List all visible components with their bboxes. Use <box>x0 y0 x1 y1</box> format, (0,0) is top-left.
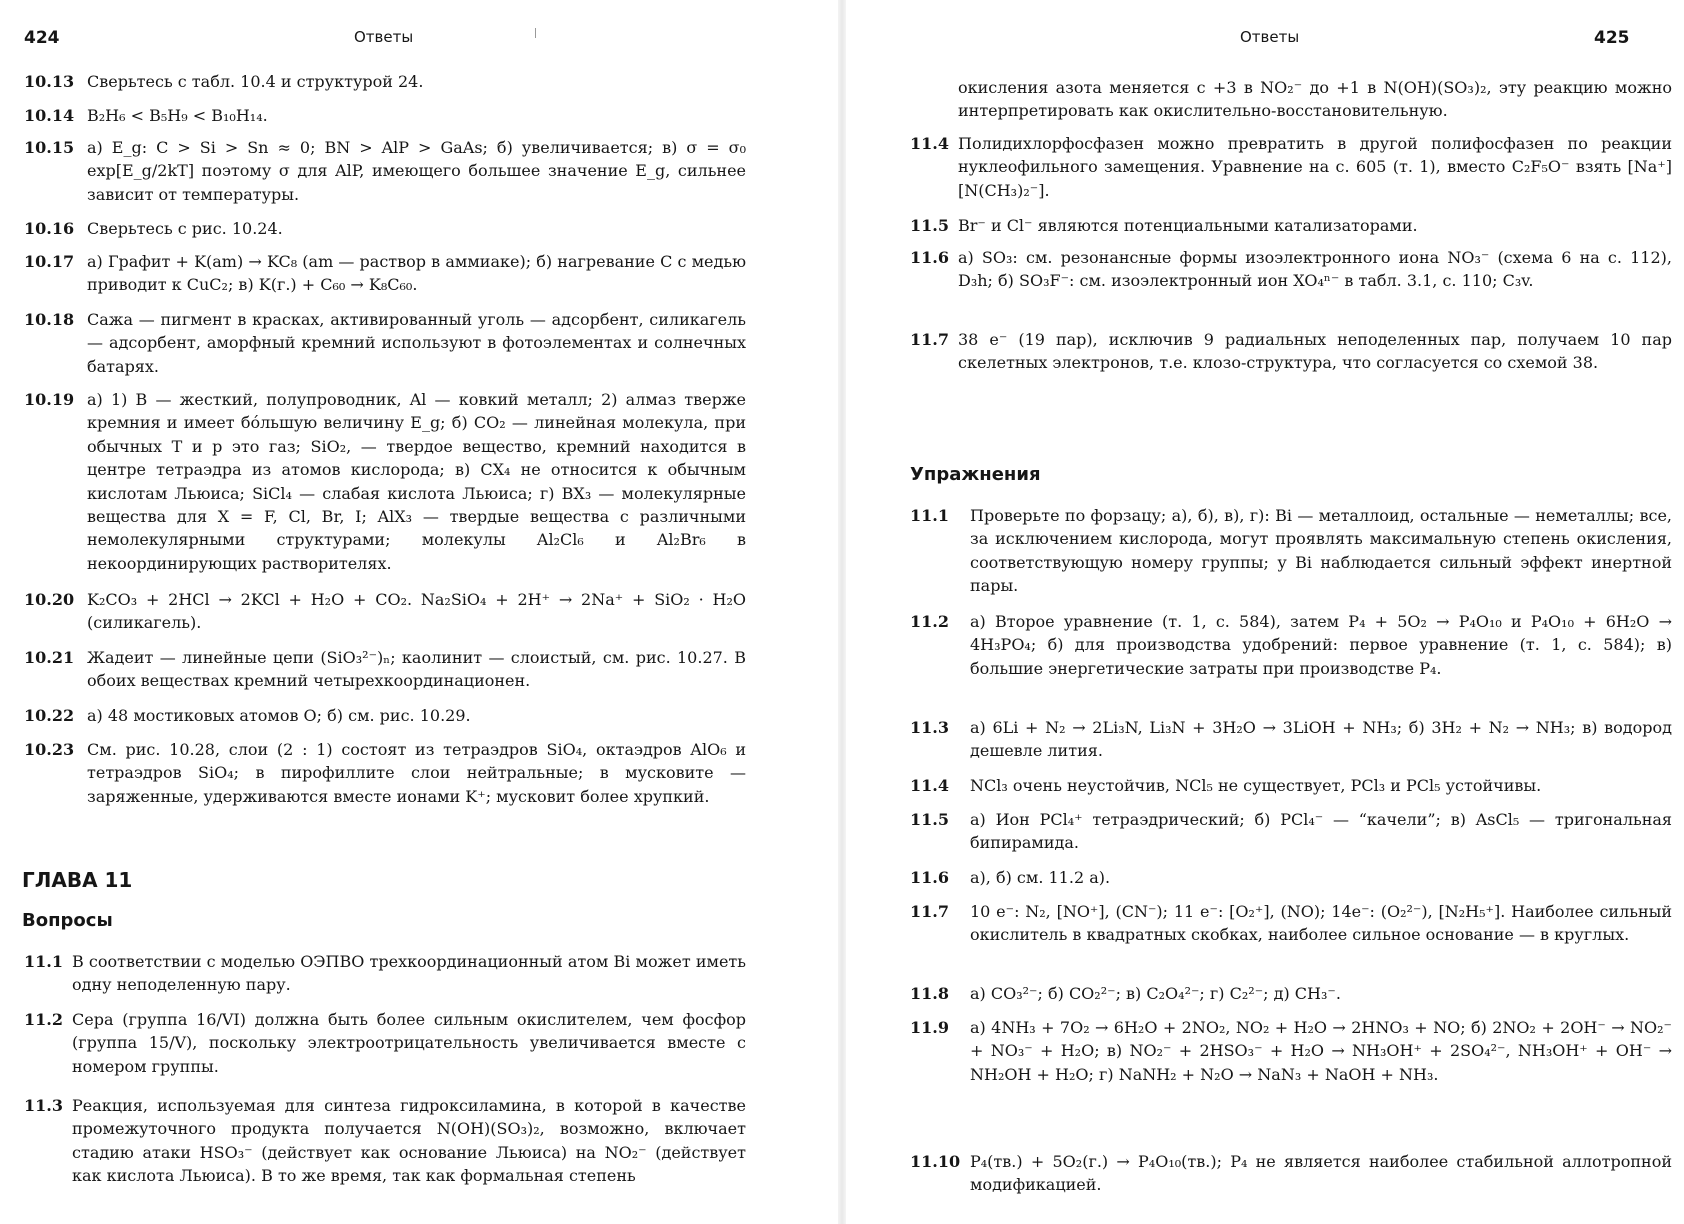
entry-text: K₂CO₃ + 2HCl → 2KCl + H₂O + CO₂. Na₂SiO₄ + 2H⁺ → 2Na⁺ + SiO₂ · H₂O (силикагель). <box>87 590 746 633</box>
answer-10-16 <box>24 217 746 240</box>
entry-text: а) 4NH₃ + 7O₂ → 6H₂O + 2NO₂, NO₂ + H₂O → 2HNO₃ + NO; б) 2NO₂ + 2OH⁻ → NO₂⁻ + NO₃⁻ + H₂O; в) NO₂⁻ + 2HSO₃⁻ + H₂O → NH₃OH⁺ + 2SO₄²⁻, NH₃OH⁺ + OH⁻ → NH₂OH + H₂O; г) NaNH₂ + N₂O → NaN₃ + NaOH + NH₃. <box>970 1018 1672 1084</box>
questions-heading: Вопросы <box>22 910 113 931</box>
exercise-11-6 <box>910 866 1672 889</box>
exercise-11-3 <box>910 716 1672 763</box>
entry-text: Br⁻ и Cl⁻ являются потенциальными катализаторами. <box>958 216 1418 235</box>
exercises-heading: Упражнения <box>910 464 1041 485</box>
entry-number: 11.9 <box>910 1018 949 1037</box>
entry-text: Сера (группа 16/VI) должна быть более сильным окислителем, чем фосфор (группа 15/V), поскольку электроотрицательность увеличивается вместе с номером группы. <box>72 1010 746 1076</box>
question-11-6 <box>910 246 1672 293</box>
entry-number: 10.19 <box>24 390 75 409</box>
answer-10-17 <box>24 250 746 297</box>
entry-number: 10.17 <box>24 252 75 271</box>
chapter-title: ГЛАВА 11 <box>22 868 133 892</box>
scan-mark <box>535 28 536 38</box>
page-number: 424 <box>24 28 60 48</box>
entry-text: Жадеит — линейные цепи (SiO₃²⁻)ₙ; каолинит — слоистый, см. рис. 10.27. В обоих веществах кремний четырехкоординационен. <box>87 648 746 691</box>
exercise-11-8 <box>910 982 1672 1005</box>
entry-number: 11.5 <box>910 810 949 829</box>
entry-number: 11.6 <box>910 868 949 887</box>
entry-text: а) SO₃: см. резонансные формы изоэлектронного иона NO₃⁻ (схема 6 на с. 112), D₃h; б) SO₃F⁻: см. изоэлектронный ион XO₄ⁿ⁻ в табл. 3.1, с. 110; C₃v. <box>958 248 1672 291</box>
entry-number: 11.6 <box>910 248 949 267</box>
running-head: Ответы <box>1240 28 1300 46</box>
entry-text: Сажа — пигмент в красках, активированный уголь — адсорбент, силикагель — адсорбент, аморфный кремний используют в фотоэлементах и солнечных батарях. <box>87 310 746 376</box>
answer-10-13 <box>24 70 746 93</box>
entry-text: В соответствии с моделью ОЭПВО трехкоординационный атом Bi может иметь одну неподеленную пару. <box>72 952 746 995</box>
entry-text: а) CO₃²⁻; б) CO₂²⁻; в) C₂O₄²⁻; г) C₂²⁻; д) CH₃⁻. <box>970 984 1341 1003</box>
entry-number: 11.8 <box>910 984 949 1003</box>
entry-number: 10.13 <box>24 72 75 91</box>
entry-number: 10.15 <box>24 138 75 157</box>
entry-number: 10.16 <box>24 219 75 238</box>
entry-number: 11.4 <box>910 134 949 153</box>
entry-text: а) Ион PCl₄⁺ тетраэдрический; б) PCl₄⁻ — “качели”; в) AsCl₅ — тригональная бипирамида. <box>970 810 1672 853</box>
entry-text: P₄(тв.) + 5O₂(г.) → P₄O₁₀(тв.); P₄ не является наиболее стабильной аллотропной модификацией. <box>970 1152 1672 1195</box>
entry-text: Проверьте по форзацу; а), б), в), г): Bi — металлоид, остальные — неметаллы; все, за исключением кислорода, могут проявлять максимальную степень окисления, соответствующую номеру группы; у Bi наблюдается сильный эффект инертной пары. <box>970 506 1672 596</box>
answer-10-22 <box>24 704 746 727</box>
question-11-1 <box>24 950 746 997</box>
answer-10-19 <box>24 388 746 575</box>
entry-number: 11.3 <box>910 718 949 737</box>
exercise-11-1 <box>910 504 1672 598</box>
entry-number: 11.5 <box>910 216 949 235</box>
entry-text: а) Второе уравнение (т. 1, с. 584), затем P₄ + 5O₂ → P₄O₁₀ и P₄O₁₀ + 6H₂O → 4H₃PO₄; б) для производства удобрений: первое уравнение (т. 1, с. 584); в) большие энергетические затраты при производстве P₄. <box>970 612 1672 678</box>
exercise-11-2 <box>910 610 1672 680</box>
entry-text: 38 e⁻ (19 пар), исключив 9 радиальных неподеленных пар, получаем 10 пар скелетных электронов, т.е. клозо-структура, что согласуется со схемой 38. <box>958 330 1672 373</box>
entry-number: 11.1 <box>910 506 949 525</box>
question-11-5 <box>910 214 1672 237</box>
entry-number: 11.7 <box>910 902 949 921</box>
entry-number: 11.10 <box>910 1152 961 1171</box>
entry-text: окисления азота меняется с +3 в NO₂⁻ до +1 в N(OH)(SO₃)₂, эту реакцию можно интерпретировать как окислительно-восстановительную. <box>958 78 1672 121</box>
answer-10-20 <box>24 588 746 635</box>
entry-number: 10.20 <box>24 590 75 609</box>
exercise-11-9 <box>910 1016 1672 1086</box>
exercise-11-7 <box>910 900 1672 947</box>
entry-text: а) Графит + K(am) → KC₈ (am — раствор в аммиаке); б) нагревание C с медью приводит к CuC₂; в) K(г.) + C₆₀ → K₈C₆₀. <box>87 252 747 295</box>
entry-text: Сверьтесь с табл. 10.4 и структурой 24. <box>87 72 424 91</box>
entry-text: а) 48 мостиковых атомов O; б) см. рис. 10.29. <box>87 706 471 725</box>
entry-number: 10.18 <box>24 310 75 329</box>
entry-text: B₂H₆ < B₅H₉ < B₁₀H₁₄. <box>87 106 268 125</box>
entry-text: Сверьтесь с рис. 10.24. <box>87 219 283 238</box>
entry-text: Реакция, используемая для синтеза гидроксиламина, в которой в качестве промежуточного продукта получается N(OH)(SO₃)₂, возможно, включает стадию атаки HSO₃⁻ (действует как основание Льюиса) на NO₂⁻ (действует как кислота Льюиса). В то же время, так как формальная степень <box>72 1096 746 1186</box>
answer-10-14 <box>24 104 746 127</box>
answer-10-21 <box>24 646 746 693</box>
exercise-11-5 <box>910 808 1672 855</box>
entry-number: 10.23 <box>24 740 75 759</box>
entry-number: 11.1 <box>24 952 63 971</box>
question-11-3 <box>24 1094 746 1188</box>
question-11-4 <box>910 132 1672 202</box>
entry-text: а) E_g: C > Si > Sn ≈ 0; BN > AlP > GaAs; б) увеличивается; в) σ = σ₀ exp[E_g/2kT] поэтому σ для AlP, имеющего большее значение E_g, сильнее зависит от температуры. <box>87 138 746 204</box>
running-head: Ответы <box>354 28 414 46</box>
entry-text: 10 e⁻: N₂, [NO⁺], (CN⁻); 11 e⁻: [O₂⁺], (NO); 14e⁻: (O₂²⁻), [N₂H₅⁺]. Наиболее сильный окислитель в квадратных скобках, наиболее сильное основание — в круглых. <box>970 902 1672 945</box>
exercise-11-4 <box>910 774 1672 797</box>
entry-number: 10.21 <box>24 648 75 667</box>
entry-text: NCl₃ очень неустойчив, NCl₅ не существует, PCl₃ и PCl₅ устойчивы. <box>970 776 1542 795</box>
answer-10-18 <box>24 308 746 378</box>
page-number: 425 <box>1594 28 1630 48</box>
question-11-3-continuation <box>958 76 1672 123</box>
entry-number: 11.3 <box>24 1096 63 1115</box>
question-11-7 <box>910 328 1672 375</box>
entry-number: 11.7 <box>910 330 949 349</box>
entry-text: а) 1) B — жесткий, полупроводник, Al — ковкий металл; 2) алмаз тверже кремния и имеет бóльшую величину E_g; б) CO₂ — линейная молекула, при обычных T и p это газ; SiO₂, — твердое вещество, кремний находится в центре тетраэдра из атомов кислорода; в) CX₄ не относится к обычным кислотам Льюиса; SiCl₄ — слабая кислота Льюиса; г) BX₃ — молекулярные вещества для X = F, Cl, Br, I; AlX₃ — твердые вещества с различными немолекулярными структурами; молекулы Al₂Cl₆ и Al₂Br₆ в некоординирующих растворителях. <box>87 390 746 573</box>
entry-number: 11.2 <box>24 1010 63 1029</box>
left-page <box>0 0 840 1224</box>
question-11-2 <box>24 1008 746 1078</box>
entry-number: 11.4 <box>910 776 949 795</box>
entry-text: Полидихлорфосфазен можно превратить в другой полифосфазен по реакции нуклеофильного замещения. Уравнение на с. 605 (т. 1), вместо C₂F₅O⁻ взять [Na⁺][N(CH₃)₂⁻]. <box>958 134 1672 200</box>
answer-10-15 <box>24 136 746 206</box>
entry-text: а) 6Li + N₂ → 2Li₃N, Li₃N + 3H₂O → 3LiOH + NH₃; б) 3H₂ + N₂ → NH₃; в) водород дешевле лития. <box>970 718 1673 761</box>
answer-10-23 <box>24 738 746 808</box>
entry-text: См. рис. 10.28, слои (2 : 1) состоят из тетраэдров SiO₄, октаэдров AlO₆ и тетраэдров SiO₄; в пирофиллите слои нейтральные; в мусковите — заряженные, удерживаются вместе ионами K⁺; мусковит более хрупкий. <box>87 740 746 806</box>
right-page <box>844 0 1684 1224</box>
exercise-11-10 <box>910 1150 1672 1197</box>
entry-text: а), б) см. 11.2 а). <box>970 868 1111 887</box>
entry-number: 10.22 <box>24 706 75 725</box>
entry-number: 10.14 <box>24 106 75 125</box>
entry-number: 11.2 <box>910 612 949 631</box>
